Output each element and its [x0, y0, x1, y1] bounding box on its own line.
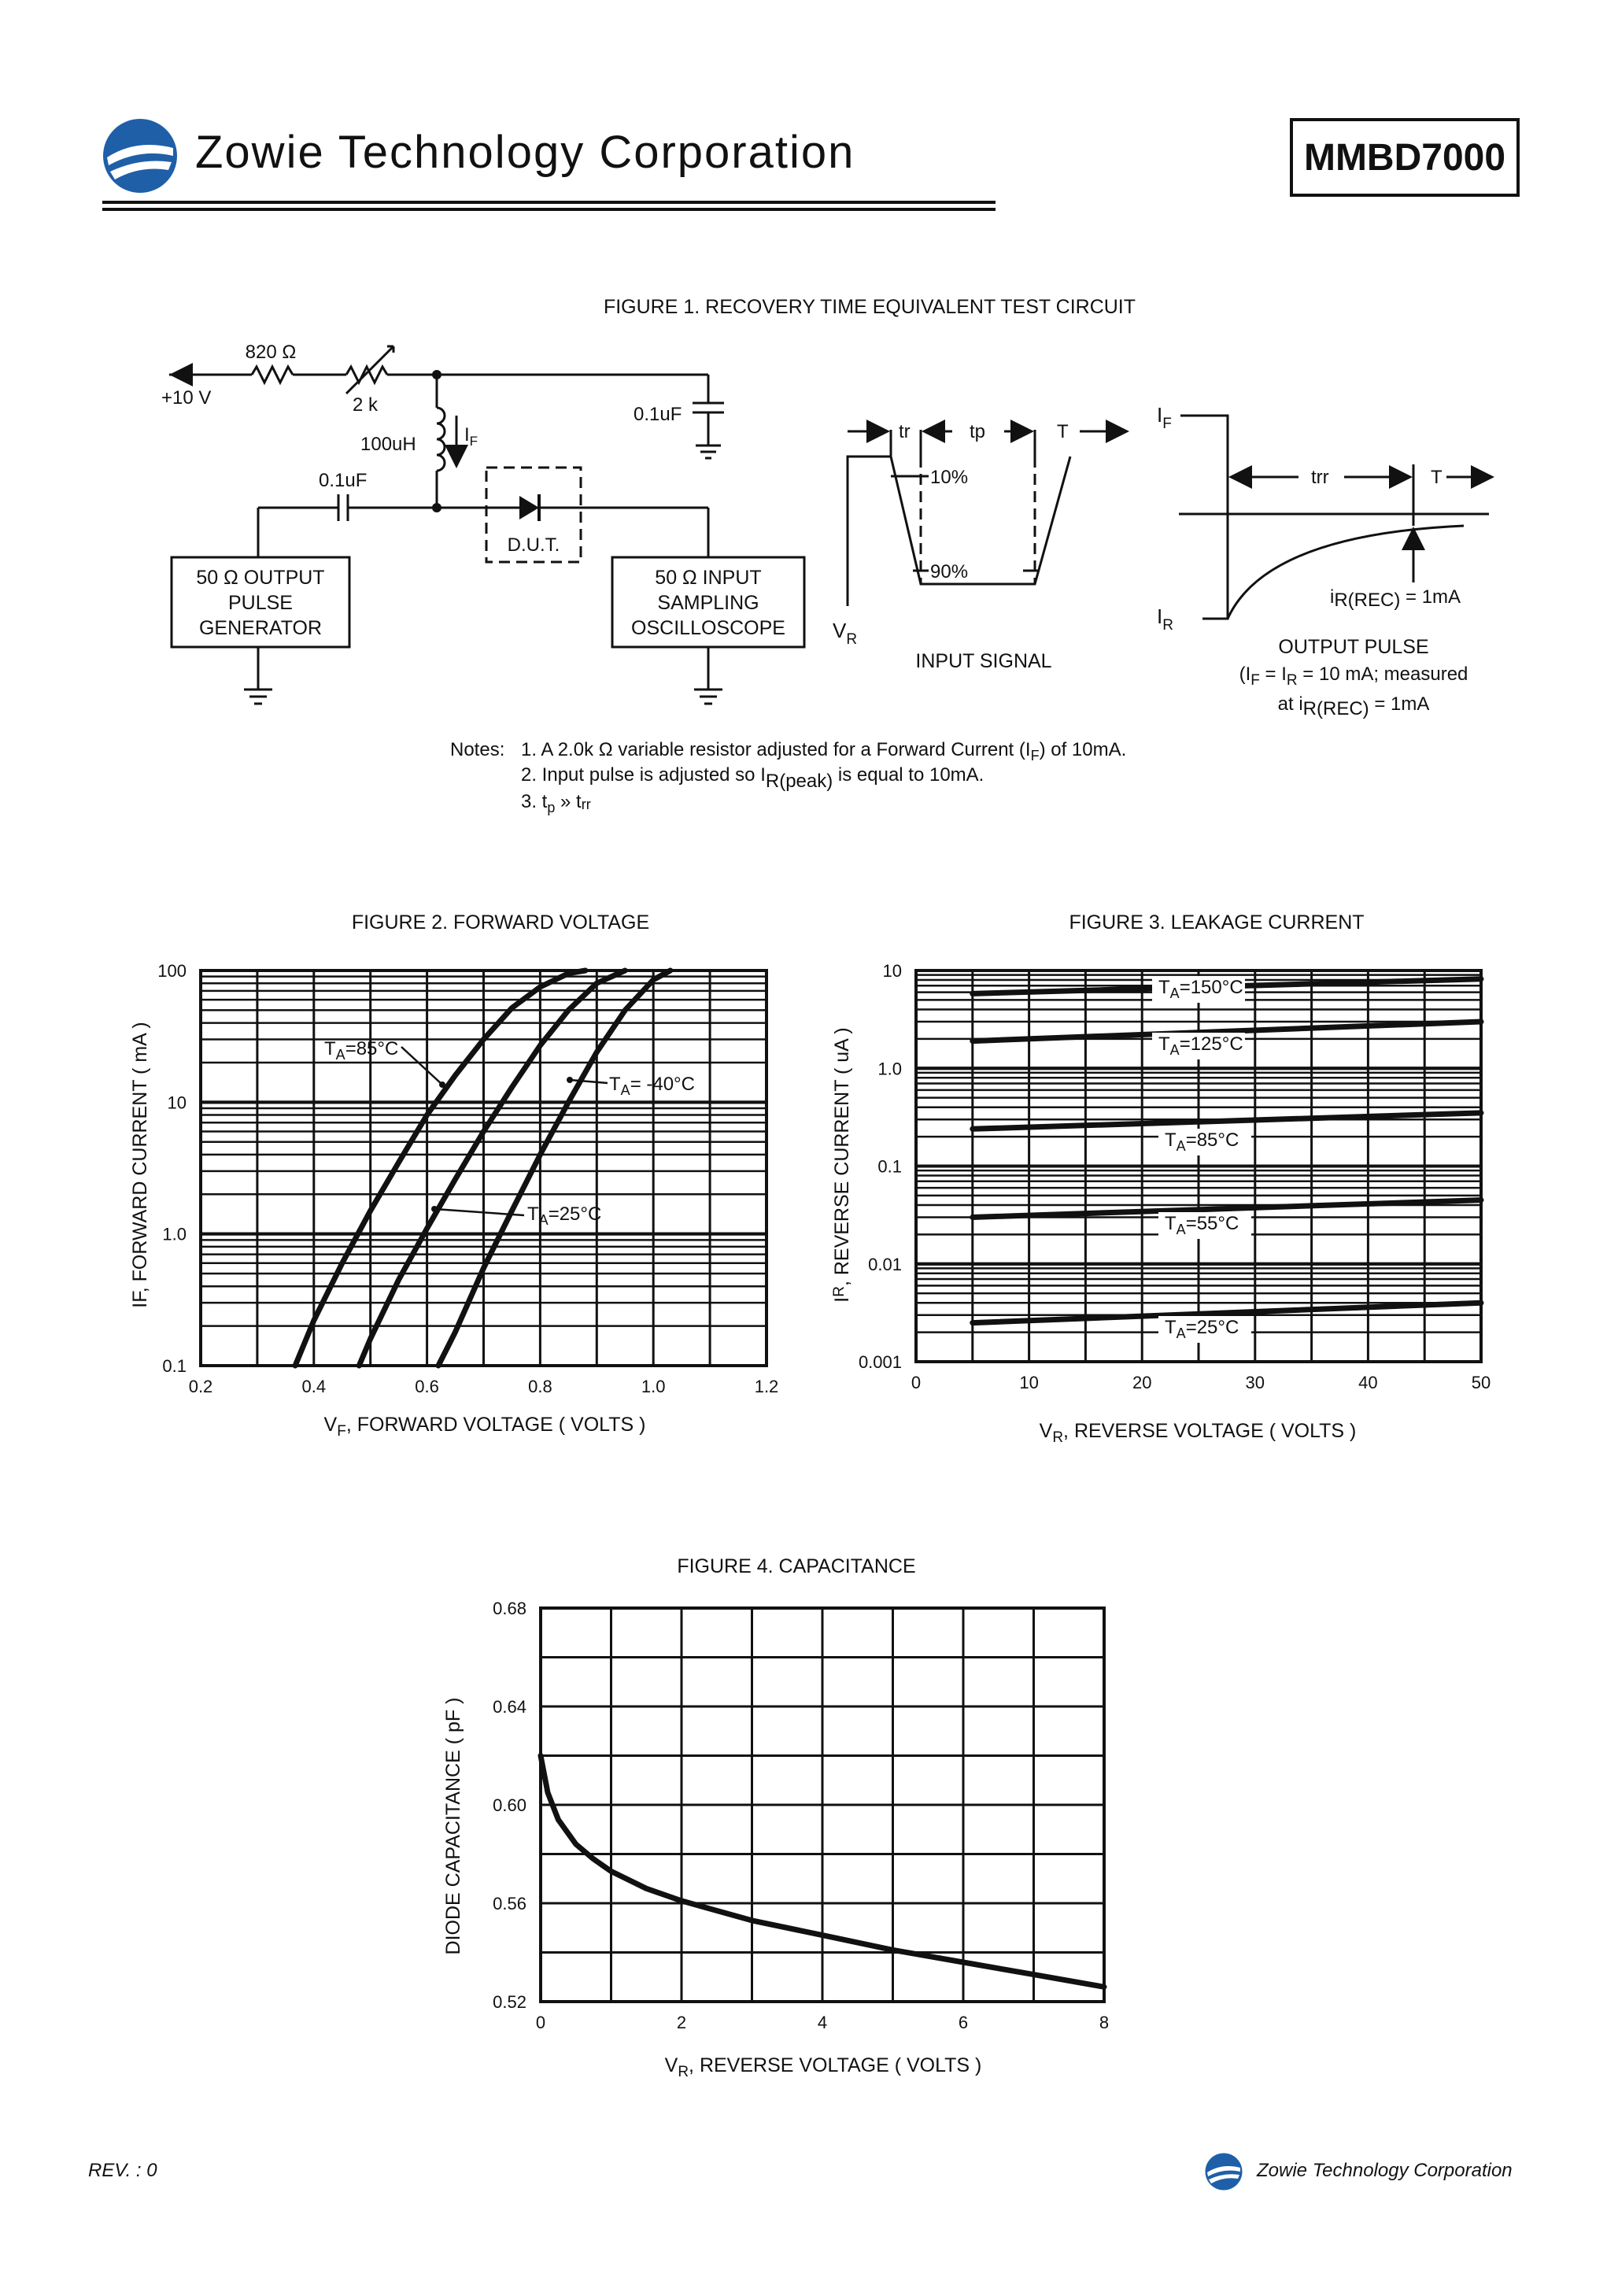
tr-label: tr — [899, 421, 911, 442]
y-tick-label: 0.60 — [493, 1795, 526, 1815]
t-label-input: T — [1057, 421, 1069, 442]
note-1: 1. A 2.0k Ω variable resistor adjusted for a Forward Current $(I_F)$ of 10mA. — [521, 739, 1127, 763]
x-tick-label: 1.2 — [754, 1377, 779, 1396]
figure2-xlabel: $V_F$, FORWARD VOLTAGE ( VOLTS ) — [323, 1414, 646, 1440]
y-tick-label: 100 — [157, 961, 187, 981]
header-rule-thick — [102, 201, 996, 204]
x-tick-label: 10 — [1019, 1373, 1039, 1392]
x-tick-label: 0 — [535, 2013, 546, 2032]
gen-line2: PULSE — [228, 592, 293, 614]
series-label-leader-2 — [570, 1080, 608, 1083]
figure4-title: FIGURE 4. CAPACITANCE — [677, 1555, 916, 1577]
scope-line3: OSCILLOSCOPE — [631, 617, 785, 639]
figure3-xlabel: $V_R$, REVERSE VOLTAGE ( VOLTS ) — [1039, 1420, 1357, 1446]
input-signal-caption: INPUT SIGNAL — [915, 650, 1052, 672]
series-label-pointer-1 — [431, 1206, 438, 1212]
zowie-globe-logo — [101, 116, 179, 195]
y-tick-label: 10 — [882, 961, 902, 981]
x-tick-label: 0.8 — [528, 1377, 552, 1396]
series-label-1: $T_A=125^\circ C$ — [1158, 1033, 1243, 1058]
series-line-2 — [973, 1113, 1481, 1129]
figure3-leakage-current-chart — [809, 897, 1618, 1464]
figure1-title: FIGURE 1. RECOVERY TIME EQUIVALENT TEST CIRCUIT — [603, 296, 1136, 318]
x-tick-label: 40 — [1358, 1373, 1378, 1392]
p90-label: 90% — [930, 561, 969, 582]
x-tick-label: 8 — [1099, 2013, 1110, 2032]
diode-symbol — [519, 496, 539, 519]
x-tick-label: 4 — [817, 2013, 828, 2032]
c2-label: 0.1uF — [319, 470, 368, 491]
junction-dot-mid — [432, 503, 441, 512]
part-number: MMBD7000 — [1303, 136, 1506, 179]
tp-label: tp — [970, 421, 986, 442]
y-tick-label: 1.0 — [877, 1059, 902, 1079]
figure3-ylabel: $I^R$, REVERSE CURRENT ( uA ) — [831, 1027, 853, 1303]
gen-line1: 50 Ω OUTPUT — [196, 567, 325, 589]
x-tick-label: 0.6 — [415, 1377, 439, 1396]
figure4-capacitance-chart — [393, 1543, 1180, 2094]
figure4-xlabel: $V_R$, REVERSE VOLTAGE ( VOLTS ) — [664, 2054, 982, 2080]
series-label-0: $T_A=85^\circ C$ — [324, 1038, 399, 1063]
vsrc-label: +10 V — [161, 387, 212, 409]
p10-label: 10% — [930, 467, 969, 488]
c1-label: 0.1uF — [634, 404, 682, 425]
y-tick-label: 0.68 — [493, 1599, 526, 1618]
figure4-ylabel: DIODE CAPACITANCE ( pF ) — [442, 1697, 464, 1955]
x-tick-label: 1.0 — [641, 1377, 666, 1396]
ir-label-output: $I_R$ — [1157, 605, 1173, 634]
output-pulse-line3: at iR(REC) = 1mA — [1277, 693, 1430, 719]
x-tick-label: 0 — [911, 1373, 922, 1392]
y-tick-label: 0.64 — [493, 1697, 526, 1717]
figure3-title: FIGURE 3. LEAKAGE CURRENT — [1069, 911, 1365, 934]
output-pulse-line2: ($I_F = I_R = 10$ mA; measured — [1239, 664, 1468, 689]
company-name: Zowie Technology Corporation — [195, 127, 855, 178]
y-tick-label: 0.1 — [162, 1356, 187, 1376]
series-label-2: $T_A=85^\circ C$ — [1165, 1130, 1239, 1154]
trr-label: trr — [1311, 467, 1329, 488]
circuit-wires — [169, 346, 724, 704]
x-tick-label: 0.2 — [188, 1377, 213, 1396]
scope-line1: 50 Ω INPUT — [655, 567, 762, 589]
y-tick-label: 0.01 — [868, 1254, 902, 1274]
output-pulse-caption: OUTPUT PULSE — [1278, 636, 1429, 658]
x-tick-label: 50 — [1471, 1373, 1491, 1392]
t-label-output: T — [1431, 467, 1443, 488]
series-label-pointer-2 — [567, 1077, 573, 1083]
inductor-label: 100uH — [360, 434, 416, 455]
notes-label: Notes: — [450, 739, 505, 760]
footer-company-name: Zowie Technology Corporation — [1257, 2160, 1513, 2181]
x-tick-label: 20 — [1132, 1373, 1152, 1392]
y-tick-label: 0.56 — [493, 1894, 526, 1913]
figure1-circuit — [0, 283, 1618, 834]
r2-label: 2 k — [353, 394, 379, 416]
junction-dot-top — [432, 370, 441, 379]
header-rule-thin — [102, 208, 996, 211]
x-tick-label: 6 — [958, 2013, 969, 2032]
irrec-label: iR(REC) = 1mA — [1330, 586, 1461, 611]
series-label-3: $T_A=55^\circ C$ — [1165, 1213, 1239, 1237]
x-tick-label: 2 — [676, 2013, 687, 2032]
revision-label: REV. : 0 — [88, 2160, 157, 2181]
series-label-leader-0 — [401, 1047, 442, 1085]
series-label-2: $T_A= -40^\circ C$ — [609, 1074, 695, 1098]
series-label-pointer-0 — [439, 1081, 445, 1088]
series-label-4: $T_A=25^\circ C$ — [1165, 1317, 1239, 1341]
note-3: 3. $t_p$ » trr — [521, 791, 591, 815]
y-tick-label: 10 — [167, 1093, 187, 1113]
series-label-0: $T_A=150^\circ C$ — [1158, 977, 1243, 1001]
y-tick-label: 1.0 — [162, 1224, 187, 1244]
series-line-0 — [295, 971, 586, 1366]
note-2: 2. Input pulse is adjusted so IR(peak) is equal to 10mA. — [521, 764, 984, 792]
r1-label: 820 Ω — [245, 342, 297, 363]
gen-line3: GENERATOR — [198, 617, 323, 639]
if-label-output: $I_F$ — [1157, 403, 1172, 432]
x-tick-label: 30 — [1245, 1373, 1265, 1392]
figure2-forward-voltage-chart — [0, 897, 809, 1464]
figure2-ylabel: IF, FORWARD CURRENT ( mA ) — [129, 1022, 151, 1308]
vr-label: $V_R$ — [833, 619, 858, 648]
if-label: $I_F$ — [464, 424, 478, 449]
figure2-title: FIGURE 2. FORWARD VOLTAGE — [351, 911, 650, 934]
part-number-box — [1290, 118, 1520, 197]
x-tick-label: 0.4 — [301, 1377, 327, 1396]
y-tick-label: 0.001 — [858, 1352, 902, 1372]
series-label-1: $T_A=25^\circ C$ — [527, 1203, 602, 1228]
y-tick-label: 0.1 — [877, 1156, 902, 1177]
zowie-globe-logo — [1204, 2152, 1243, 2191]
y-tick-label: 0.52 — [493, 1992, 526, 2012]
dut-label: D.U.T. — [507, 534, 560, 556]
scope-line2: SAMPLING — [657, 592, 759, 614]
